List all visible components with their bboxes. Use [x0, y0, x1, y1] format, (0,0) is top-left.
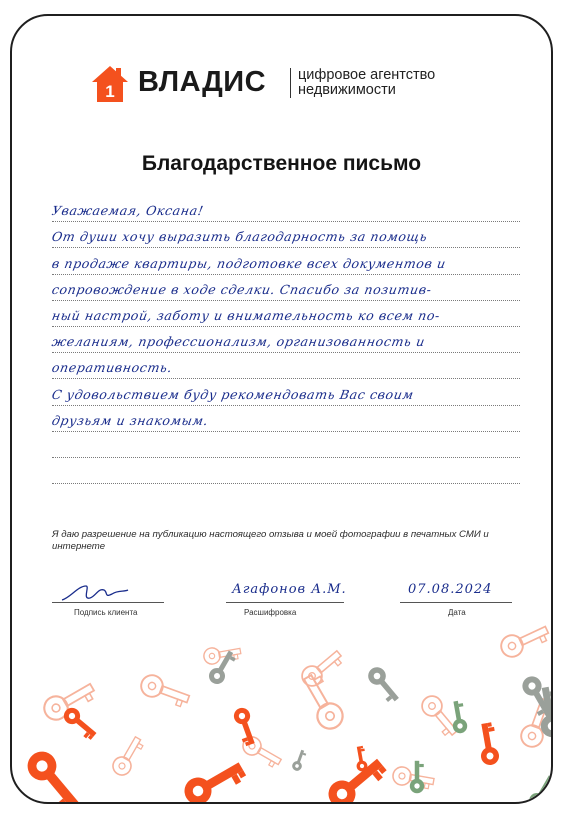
- date-value: 07.08.2024: [408, 582, 493, 597]
- ruled-line: [52, 275, 520, 301]
- brand-tagline-line2: недвижимости: [298, 82, 396, 98]
- ruled-line: [52, 379, 520, 405]
- client-signature-scribble: [60, 580, 130, 604]
- ruled-line: [52, 327, 520, 353]
- ruled-line: [52, 196, 520, 222]
- publication-consent: Я даю разрешение на публикацию настоящего отзыва и моей фотографии в печатных СМИ и интернете: [52, 529, 489, 552]
- date-caption: Дата: [448, 608, 466, 617]
- letter-title: Благодарственное письмо: [141, 152, 422, 175]
- signature-decode-value: Агафонов А.М.: [232, 582, 347, 597]
- handwritten-text: желаниям, профессионализм, организованность и: [50, 334, 427, 350]
- logo-divider: [290, 68, 291, 98]
- ruled-line: [52, 353, 520, 379]
- client-signature-line: [52, 602, 164, 603]
- handwritten-text: друзьям и знакомым.: [50, 412, 210, 428]
- handwritten-text: Уважаемая, Оксана!: [50, 203, 205, 219]
- handwritten-text: С удовольствием буду рекомендовать Вас своим: [50, 386, 415, 402]
- letter-frame: [10, 14, 553, 804]
- signature-decode-caption: Расшифровка: [244, 608, 297, 617]
- handwritten-lines: [52, 196, 520, 484]
- handwritten-text: оперативность.: [50, 360, 174, 376]
- handwritten-text: ный настрой, заботу и внимательность ко всем по-: [50, 307, 442, 323]
- brand-name: ВЛАДИС: [138, 66, 267, 98]
- brand-tagline: [298, 68, 435, 98]
- ruled-line: [52, 222, 520, 248]
- svg-text:1: 1: [105, 82, 115, 101]
- decorative-keys-pattern: [12, 616, 553, 804]
- handwritten-text: От души хочу выразить благодарность за помощь: [50, 229, 429, 245]
- ruled-line: [52, 406, 520, 432]
- handwritten-text: в продаже квартиры, подготовке всех документов и: [50, 255, 448, 271]
- client-signature-caption: Подпись клиента: [74, 608, 138, 617]
- brand-tagline-line1: цифровое агентство: [298, 67, 436, 83]
- ruled-line: [52, 248, 520, 274]
- house-logo-icon: [90, 64, 130, 104]
- date-line: [400, 602, 512, 603]
- ruled-line: [52, 432, 520, 458]
- ruled-line: [52, 458, 520, 484]
- handwritten-text: сопровождение в ходе сделки. Спасибо за позитив-: [50, 281, 434, 297]
- signature-decode-line: [226, 602, 344, 603]
- ruled-line: [52, 301, 520, 327]
